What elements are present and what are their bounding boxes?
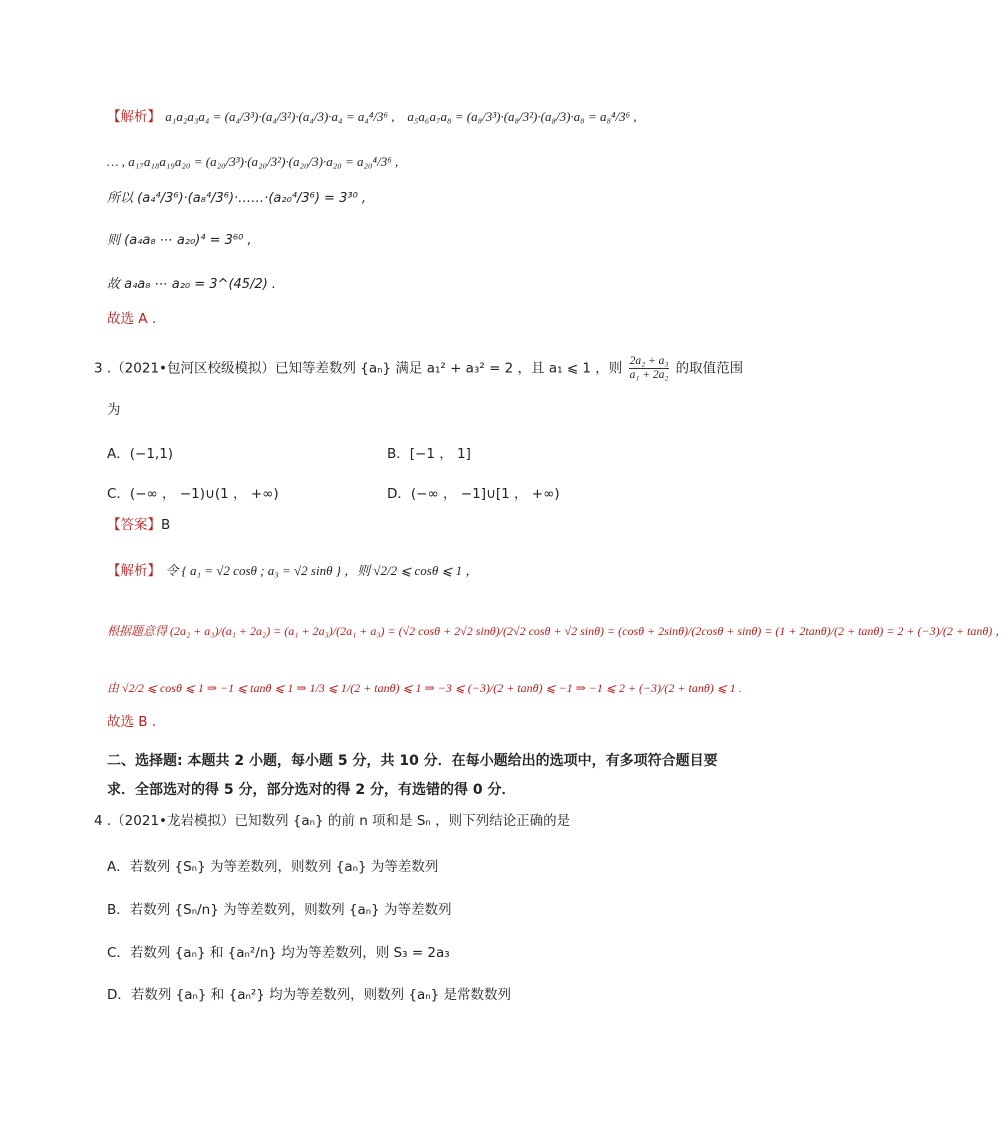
q3-stem-fraction	[629, 355, 670, 382]
p2-analysis-line-4	[107, 234, 252, 248]
p2-product-5: … , a₁₇a₁₈a₁₉a₂₀ = (a₂₀/3³)·(a₂₀/3²)·(a₂₀/3)·a₂₀ = a₂₀⁴/3⁶ ,	[107, 154, 399, 169]
q4-option-b: B．若数列 {Sₙ/n} 为等差数列，则数列 {aₙ} 为等差数列	[107, 902, 452, 918]
q3-stem-continuation: 为	[107, 402, 121, 418]
p2-analysis-line-1	[107, 110, 637, 125]
p2-analysis-line-5	[107, 278, 276, 292]
section-2-heading-line-2: 求．全部选对的得 5 分，部分选对的得 2 分，有选错的得 0 分．	[107, 782, 516, 798]
q4-option-a: A．若数列 {Sₙ} 为等差数列，则数列 {aₙ} 为等差数列	[107, 859, 439, 875]
q3-answer-line	[107, 519, 170, 533]
q3-substitution: 令 { a₁ = √2 cosθ ; a₃ = √2 sinθ } ，则 √2/2 ⩽ cosθ ⩽ 1 ，	[165, 563, 479, 578]
q3-solution-line-1	[107, 564, 478, 579]
q3-solution-line-3	[107, 682, 742, 694]
p2-conclusion: 故选 A .	[107, 311, 157, 327]
q3-option-c: C．(−∞ ， −1)∪(1 ， +∞)	[107, 486, 279, 502]
analysis-label-2: 【解析】	[107, 563, 161, 579]
answer-label: 【答案】	[107, 517, 161, 533]
p2-result: 故 a₄a₈ ⋯ a₂₀ = 3^(45/2) .	[107, 277, 277, 292]
q3-option-d: D．(−∞ ， −1]∪[1 ， +∞)	[387, 486, 560, 502]
q3-option-a: A．(−1,1)	[107, 446, 174, 462]
q3-option-b: B．[−1 ， 1]	[387, 446, 471, 462]
q3-stem	[94, 355, 743, 382]
p2-power: 则 (a₄a₈ ⋯ a₂₀)⁴ = 3⁶⁰ ,	[107, 233, 252, 248]
q3-range: 由 √2/2 ⩽ cosθ ⩽ 1 ⇒ −1 ⩽ tanθ ⩽ 1 ⇒ 1/3 ⩽ 1/(2 + tanθ) ⩽ 1 ⇒ −3 ⩽ (−3)/(2 + tanθ) ⩽ −1 ⇒ −1 ⩽ 2 + (−3)/(2 + tanθ) ⩽ 1 .	[107, 681, 742, 695]
q3-transform: 根据题意得 (2a₂ + a₃)/(a₁ + 2a₂) = (a₁ + 2a₃)/(2a₁ + a₃) = (√2 cosθ + 2√2 sinθ)/(2√2 cosθ + √2 sinθ) = (cosθ + 2sinθ)/(2cosθ + sinθ) = (1 + 2tanθ)/(2 + tanθ) = 2 + (−3)/(2 + tanθ) ，	[107, 624, 1007, 638]
q3-stem-tail: 的取值范围	[675, 360, 744, 377]
p2-analysis-line-2	[107, 155, 398, 170]
q3-conclusion: 故选 B .	[107, 714, 157, 730]
q4-option-d: D．若数列 {aₙ} 和 {aₙ²} 均为等差数列，则数列 {aₙ} 是常数数列	[107, 987, 512, 1003]
q3-solution-line-2	[107, 625, 1007, 637]
q3-fraction-numerator: 2a₂ + a₃	[629, 355, 670, 369]
q3-stem-text: 3 .（2021•包河区校级模拟）已知等差数列 {aₙ} 满足 a₁² + a₃² = 2 ，且 a₁ ⩽ 1 ，则	[94, 360, 623, 377]
section-2-heading-line-1: 二、选择题: 本题共 2 小题，每小题 5 分，共 10 分．在每小题给出的选项中，有多项符合题目要	[107, 753, 718, 769]
q3-answer: B	[161, 517, 171, 533]
p2-product-1: a₁a₂a₃a₄ = (a₄/3³)·(a₄/3²)·(a₄/3)·a₄ = a₄⁴/3⁶ ,	[165, 109, 395, 124]
q4-option-c: C．若数列 {aₙ} 和 {aₙ²/n} 均为等差数列，则 S₃ = 2a₃	[107, 945, 450, 961]
p2-product-2: a₅a₆a₇a₈ = (a₈/3³)·(a₈/3²)·(a₈/3)·a₈ = a₈⁴/3⁶ ,	[407, 109, 637, 124]
analysis-label: 【解析】	[107, 109, 161, 125]
q3-fraction-denominator: a₁ + 2a₂	[629, 369, 669, 382]
p2-product-all: 所以 (a₄⁴/3⁶)·(a₈⁴/3⁶)·……·(a₂₀⁴/3⁶) = 3³⁰ ,	[107, 191, 367, 206]
p2-analysis-line-3	[107, 192, 366, 206]
q4-stem: 4 .（2021•龙岩模拟）已知数列 {aₙ} 的前 n 项和是 Sₙ ，则下列结论正确的是	[94, 813, 571, 829]
